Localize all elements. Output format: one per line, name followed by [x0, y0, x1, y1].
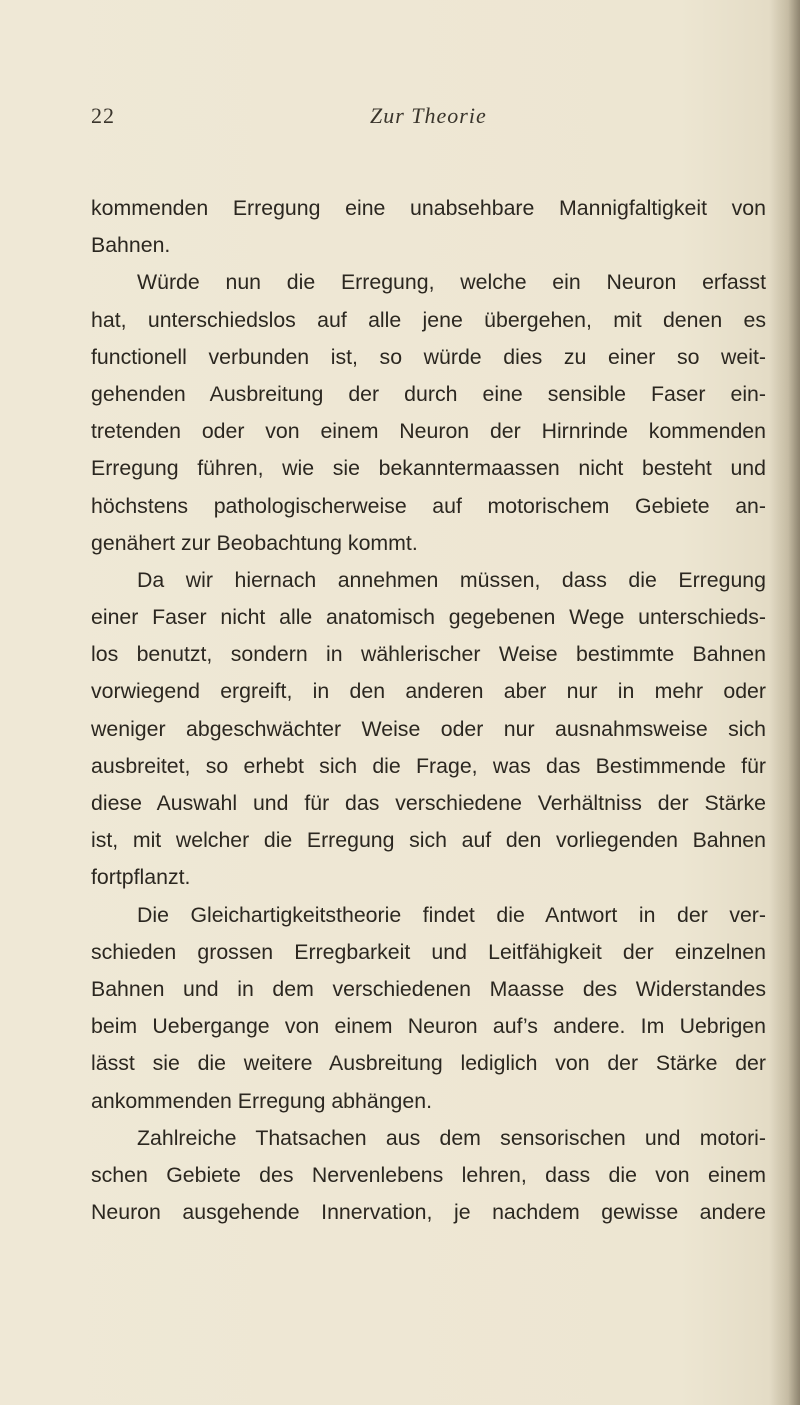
text-line: genähert zur Beobachtung kommt. — [91, 530, 418, 555]
text-line: kommenden Erregung eine unabsehbare Mannigfaltigkeit von — [91, 196, 766, 220]
text-line: Die Gleichartigkeitstheorie findet die Antwort in der ver- — [137, 902, 766, 927]
text-line: ist, mit welcher die Erregung sich auf den vorliegenden Bahnen — [91, 828, 766, 853]
text-line: beim Uebergange von einem Neuron auf’s andere. Im Uebrigen — [91, 1014, 766, 1039]
text-line: schen Gebiete des Nervenlebens lehren, dass die von einem — [91, 1162, 766, 1187]
text-line: hat, unterschiedslos auf alle jene übergehen, mit denen es — [91, 307, 766, 332]
text-line: gehenden Ausbreitung der durch eine sensible Faser ein- — [91, 381, 766, 406]
text-line: ausbreitet, so erhebt sich die Frage, was das Bestimmende für — [91, 753, 766, 778]
text-line: einer Faser nicht alle anatomisch gegebenen Wege unterschieds- — [91, 605, 766, 630]
text-line: diese Auswahl und für das verschiedene Verhältniss der Stärke — [91, 791, 766, 815]
text-line: vorwiegend ergreift, in den anderen aber nur in mehr oder — [91, 679, 766, 704]
page-number: 22 — [91, 103, 115, 128]
text-line: weniger abgeschwächter Weise oder nur ausnahmsweise sich — [91, 716, 766, 741]
text-line: fortpflanzt. — [91, 865, 191, 890]
text-line: Zahlreiche Thatsachen aus dem sensorischen und motori- — [137, 1125, 766, 1150]
text-line: tretenden oder von einem Neuron der Hirnrinde kommenden — [91, 419, 766, 444]
text-line: functionell verbunden ist, so würde dies zu einer so weit- — [91, 344, 766, 369]
running-title: Zur Theorie — [370, 103, 487, 128]
text-line: lässt sie die weitere Ausbreitung lediglich von der Stärke der — [91, 1051, 766, 1076]
text-line: Bahnen. — [91, 233, 171, 258]
body-text — [91, 190, 766, 1231]
text-line: Bahnen und in dem verschiedenen Maasse des Widerstandes — [91, 976, 766, 1001]
text-line: Würde nun die Erregung, welche ein Neuron erfasst — [137, 270, 766, 295]
page-header — [0, 103, 800, 133]
text-line: Erregung führen, wie sie bekanntermaassen nicht besteht und — [91, 456, 766, 481]
text-line: höchstens pathologischerweise auf motorischem Gebiete an- — [91, 493, 766, 518]
text-line: Da wir hiernach annehmen müssen, dass die Erregung — [137, 567, 766, 592]
text-line: schieden grossen Erregbarkeit und Leitfähigkeit der einzelnen — [91, 939, 766, 964]
text-line: ankommenden Erregung abhängen. — [91, 1088, 432, 1113]
text-line: los benutzt, sondern in wählerischer Weise bestimmte Bahnen — [91, 642, 766, 667]
page-edge-shadow — [770, 0, 800, 1405]
text-line: Neuron ausgehende Innervation, je nachdem gewisse andere — [91, 1200, 766, 1225]
